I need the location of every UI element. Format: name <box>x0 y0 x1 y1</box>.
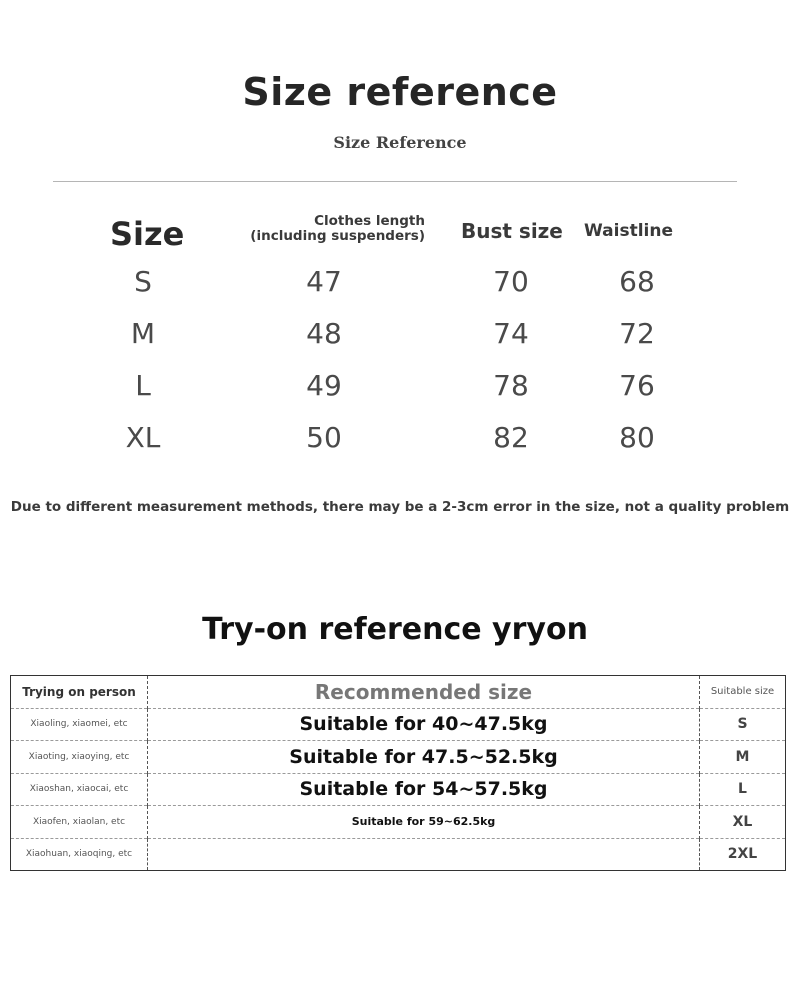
length-cell: 49 <box>306 369 342 402</box>
recommended-cell <box>148 838 700 871</box>
person-cell: Xiaoting, xiaoying, etc <box>11 741 148 774</box>
header-recommended-size: Recommended size <box>148 676 700 709</box>
column-header-bust: Bust size <box>461 219 563 243</box>
length-cell: 47 <box>306 265 342 298</box>
size-cell: XL <box>700 806 786 839</box>
column-header-size: Size <box>110 215 185 253</box>
size-chart <box>0 205 800 475</box>
bust-cell: 74 <box>493 317 529 350</box>
table-row <box>11 838 786 871</box>
size-cell: L <box>700 773 786 806</box>
length-cell: 50 <box>306 421 342 454</box>
person-cell: Xiaoling, xiaomei, etc <box>11 708 148 741</box>
table-row <box>11 708 786 741</box>
size-cell: M <box>130 317 156 350</box>
recommended-cell: Suitable for 59~62.5kg <box>148 806 700 839</box>
recommended-cell: Suitable for 54~57.5kg <box>148 773 700 806</box>
size-cell: 2XL <box>700 838 786 871</box>
column-header-clothes-length: Clothes length (including suspenders) <box>250 213 425 244</box>
person-cell: Xiaohuan, xiaoqing, etc <box>11 838 148 871</box>
page-subtitle: Size Reference <box>333 133 467 152</box>
waist-cell: 68 <box>619 265 655 298</box>
table-row <box>11 741 786 774</box>
header-suitable-size: Suitable size <box>710 686 775 698</box>
length-cell: 48 <box>306 317 342 350</box>
recommended-cell: Suitable for 47.5~52.5kg <box>148 741 700 774</box>
bust-cell: 70 <box>493 265 529 298</box>
column-header-waistline: Waistline <box>584 221 673 241</box>
person-cell: Xiaofen, xiaolan, etc <box>11 806 148 839</box>
table-row <box>11 806 786 839</box>
table-header-row <box>11 676 786 709</box>
table-row <box>11 773 786 806</box>
size-cell: L <box>135 369 151 402</box>
bust-cell: 78 <box>493 369 529 402</box>
page-title: Size reference <box>242 70 558 114</box>
waist-cell: 80 <box>619 421 655 454</box>
recommended-cell: Suitable for 40~47.5kg <box>148 708 700 741</box>
size-cell: XL <box>125 421 161 454</box>
header-trying-on-person: Trying on person <box>11 676 148 709</box>
tryon-title: Try-on reference yryon <box>202 612 588 647</box>
bust-cell: 82 <box>493 421 529 454</box>
divider <box>53 181 737 182</box>
measurement-note: Due to different measurement methods, there may be a 2-3cm error in the size, not a quality problem <box>10 499 790 515</box>
waist-cell: 76 <box>619 369 655 402</box>
size-cell: S <box>700 708 786 741</box>
person-cell: Xiaoshan, xiaocai, etc <box>11 773 148 806</box>
size-cell: S <box>134 265 152 298</box>
waist-cell: 72 <box>619 317 655 350</box>
tryon-table <box>10 675 786 871</box>
size-cell: M <box>700 741 786 774</box>
